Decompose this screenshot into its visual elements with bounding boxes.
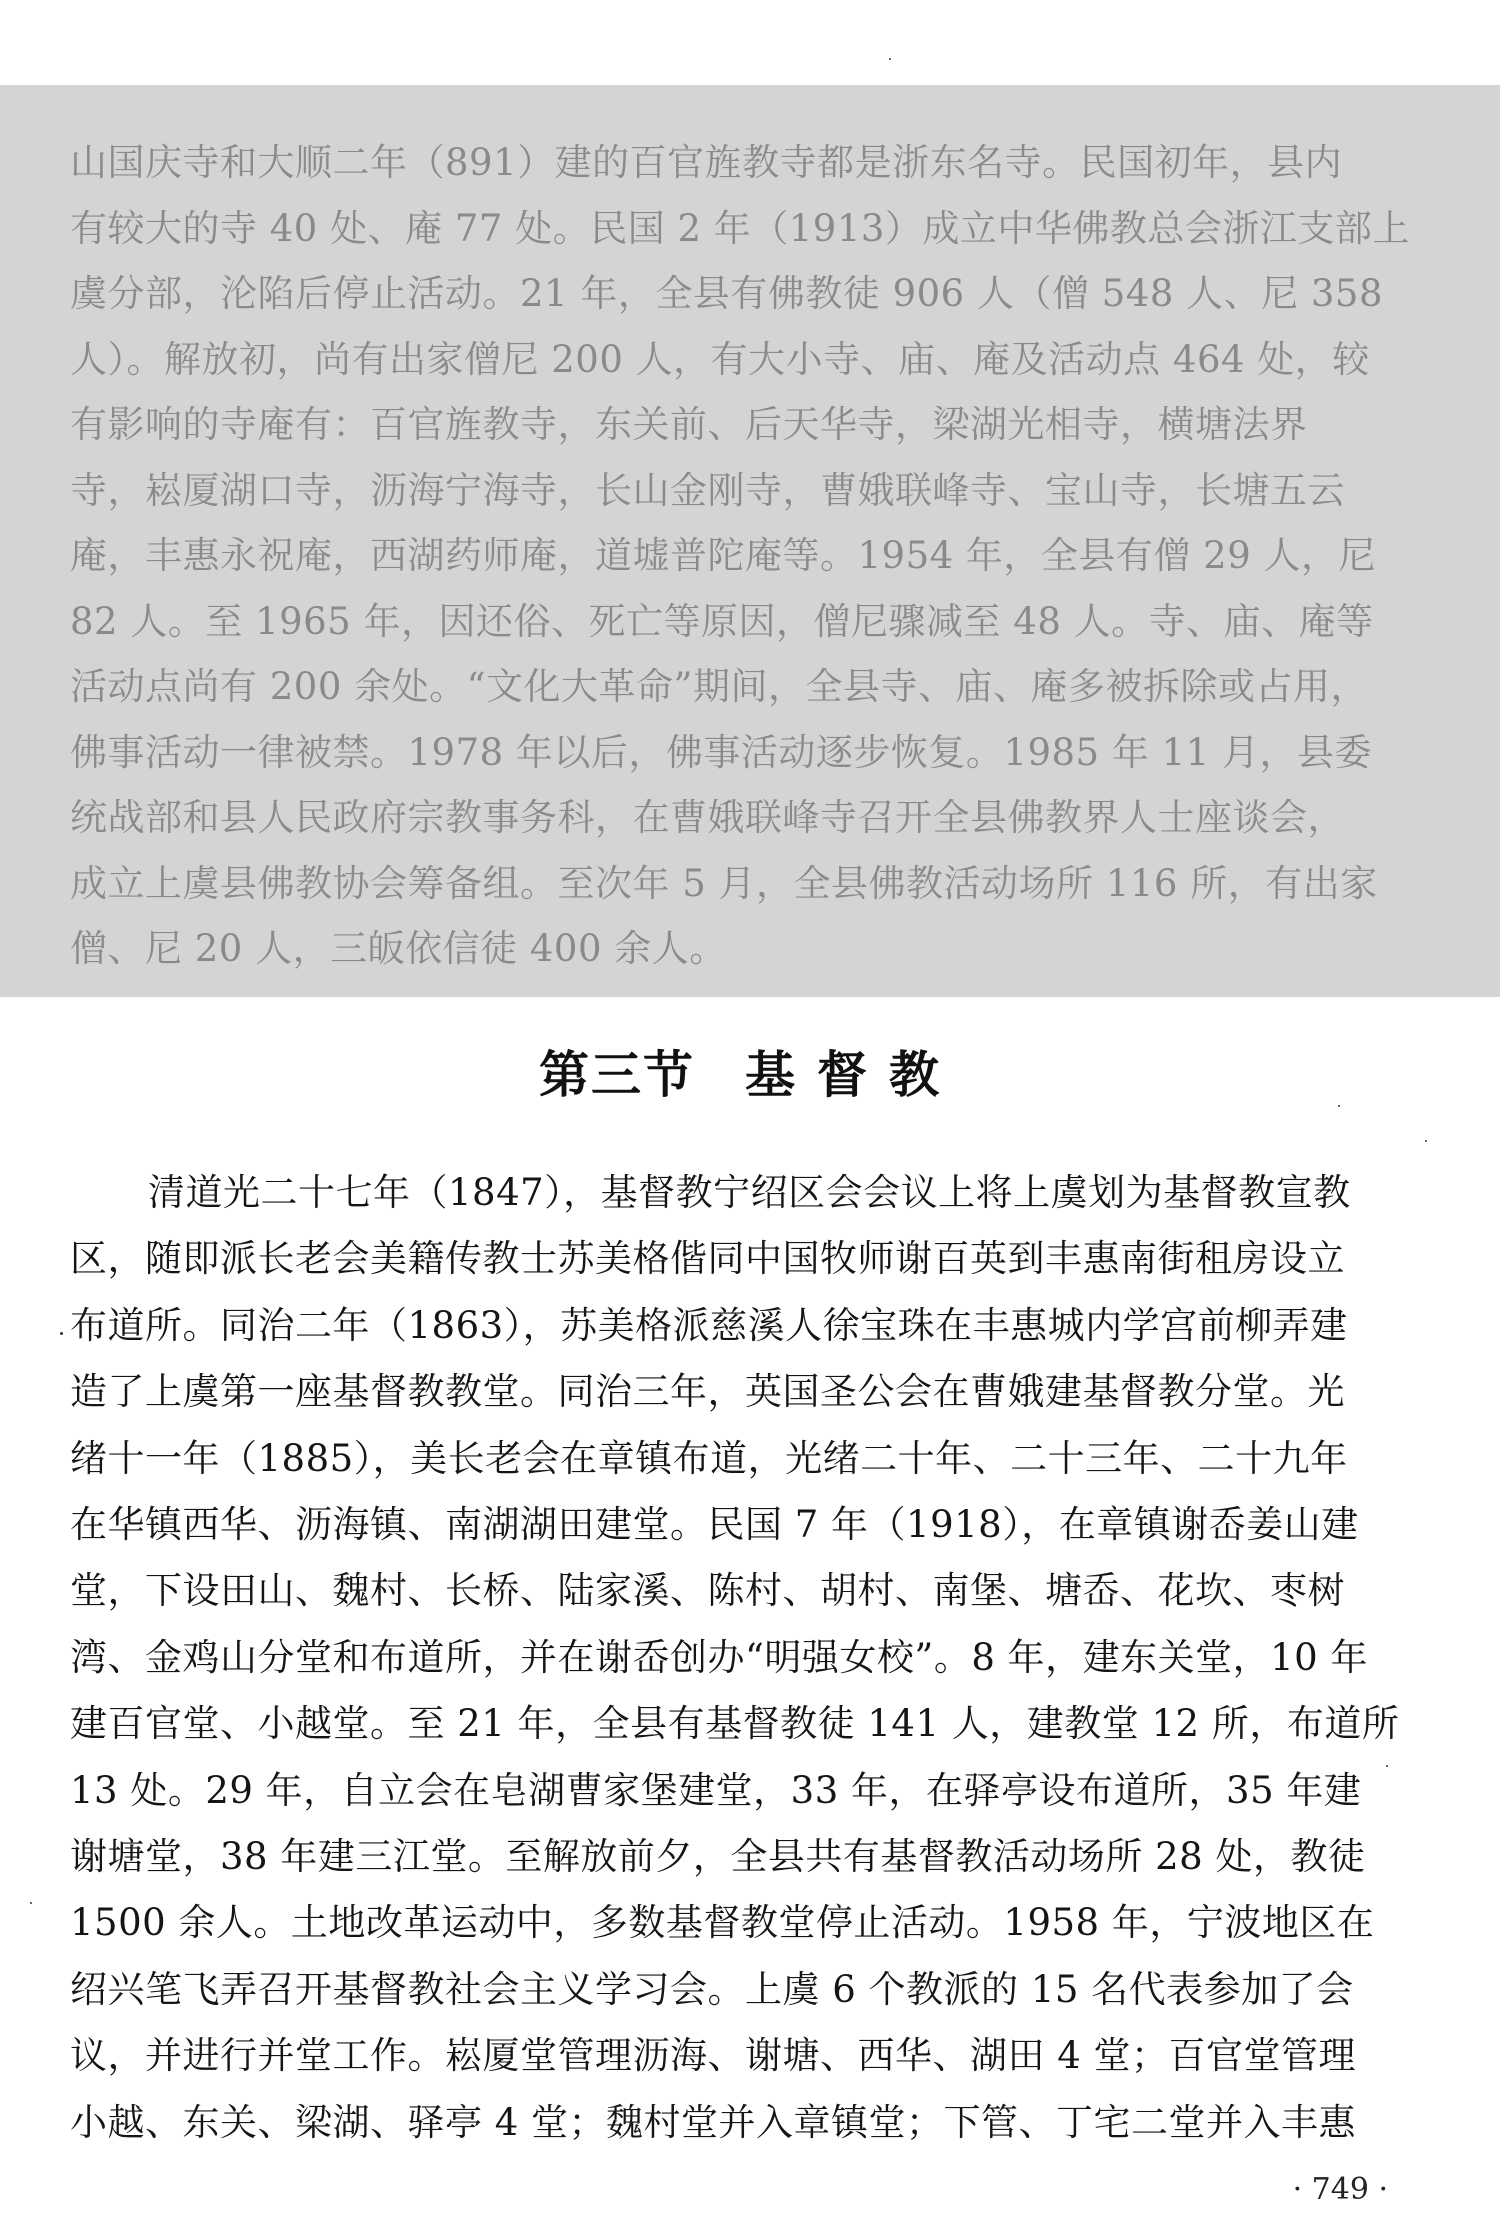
text-line: 在华镇西华、沥海镇、南湖湖田建堂。民国 7 年（1918），在章镇谢岙姜山建 — [70, 1503, 1359, 1547]
section-number: 第三节 — [539, 1045, 695, 1104]
text-line: 佛事活动一律被禁。1978 年以后，佛事活动逐步恢复。1985 年 11 月，县委 — [70, 730, 1372, 774]
text-line: 82 人。至 1965 年，因还俗、死亡等原因，僧尼骤减至 48 人。寺、庙、庵等 — [70, 599, 1374, 643]
text-line: 谢塘堂，38 年建三江堂。至解放前夕，全县共有基督教活动场所 28 处，教徒 — [70, 1835, 1366, 1879]
text-line: 僧、尼 20 人，三皈依信徒 400 余人。 — [70, 927, 727, 970]
scan-speck — [60, 1332, 63, 1335]
text-line: 人）。解放初，尚有出家僧尼 200 人，有大小寺、庙、庵及活动点 464 处，较 — [70, 337, 1370, 381]
text-line: 成立上虞县佛教协会筹备组。至次年 5 月，全县佛教活动场所 116 所，有出家 — [70, 861, 1378, 905]
scan-speck — [889, 58, 891, 60]
text-line: 有较大的寺 40 处、庵 77 处。民国 2 年（1913）成立中华佛教总会浙江支部上 — [70, 206, 1410, 250]
text-line: 庵，丰惠永祝庵，西湖药师庵，道墟普陀庵等。1954 年，全县有僧 29 人，尼 — [70, 534, 1377, 577]
text-line: 小越、东关、梁湖、驿亭 4 堂；魏村堂并入章镇堂；下管、丁宅二堂并入丰惠 — [70, 2100, 1357, 2144]
scan-speck — [1425, 1140, 1427, 1142]
scan-speck — [1338, 1105, 1340, 1107]
text-line: 堂，下设田山、魏村、长桥、陆家溪、陈村、胡村、南堡、塘岙、花坎、枣树 — [70, 1569, 1345, 1613]
text-line: 山国庆寺和大顺二年（891）建的百官旌教寺都是浙东名寺。民国初年，县内 — [70, 141, 1343, 184]
text-line: 活动点尚有 200 余处。“文化大革命”期间，全县寺、庙、庵多被拆除或占用， — [70, 665, 1368, 708]
christianity-paragraph — [70, 1160, 1430, 2156]
buddhism-paragraph — [70, 130, 1430, 982]
section-heading — [0, 1035, 1500, 1107]
page-number: · 749 · — [1292, 2172, 1388, 2207]
text-line: 绍兴笔飞弄召开基督教社会主义学习会。上虞 6 个教派的 15 名代表参加了会 — [70, 1967, 1354, 2011]
text-line: 绪十一年（1885），美长老会在章镇布道，光绪二十年、二十三年、二十九年 — [70, 1436, 1348, 1480]
section-name: 基督教 — [745, 1045, 961, 1104]
text-line: 13 处。29 年，自立会在皂湖曹家堡建堂，33 年，在驿亭设布道所，35 年建 — [70, 1768, 1362, 1812]
text-line: 建百官堂、小越堂。至 21 年，全县有基督教徒 141 人，建教堂 12 所，布道所 — [70, 1702, 1400, 1746]
text-line: 寺，崧厦湖口寺，沥海宁海寺，长山金刚寺，曹娥联峰寺、宝山寺，长塘五云 — [70, 468, 1345, 512]
text-line: 统战部和县人民政府宗教事务科，在曹娥联峰寺召开全县佛教界人士座谈会， — [70, 796, 1345, 839]
text-line: 虞分部，沦陷后停止活动。21 年，全县有佛教徒 906 人（僧 548 人、尼 358 — [70, 272, 1384, 315]
text-line: 1500 余人。土地改革运动中，多数基督教堂停止活动。1958 年，宁波地区在 — [70, 1901, 1375, 1945]
text-line: 布道所。同治二年（1863），苏美格派慈溪人徐宝珠在丰惠城内学宫前柳弄建 — [70, 1303, 1348, 1347]
scan-speck — [30, 1902, 32, 1904]
text-line: 议，并进行并堂工作。崧厦堂管理沥海、谢塘、西华、湖田 4 堂；百官堂管理 — [70, 2034, 1357, 2078]
scan-speck — [1386, 1765, 1388, 1767]
text-line: 湾、金鸡山分堂和布道所，并在谢岙创办“明强女校”。8 年，建东关堂，10 年 — [70, 1635, 1368, 1679]
text-line: 造了上虞第一座基督教教堂。同治三年，英国圣公会在曹娥建基督教分堂。光 — [70, 1370, 1345, 1414]
text-line: 清道光二十七年（1847），基督教宁绍区会会议上将上虞划为基督教宣教 — [148, 1171, 1351, 1214]
text-line: 区，随即派长老会美籍传教士苏美格偕同中国牧师谢百英到丰惠南街租房设立 — [70, 1237, 1345, 1281]
text-line: 有影响的寺庵有：百官旌教寺，东关前、后天华寺，梁湖光相寺，横塘法界 — [70, 403, 1308, 446]
